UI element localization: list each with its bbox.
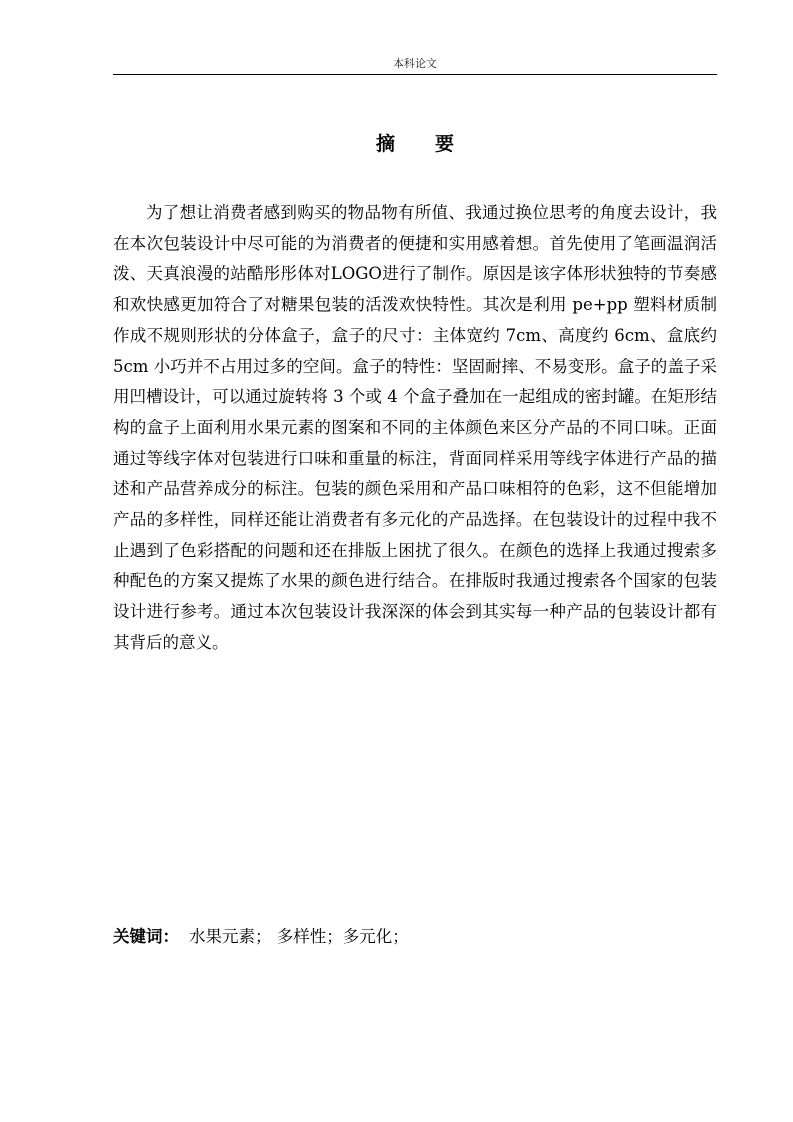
abstract-body: 为了想让消费者感到购买的物品物有所值、我通过换位思考的角度去设计，我在本次包装设计中尽可能的为消费者的便捷和实用感着想。首先使用了笔画温润活泼、天真浪漫的站酷彤彤体对LOGO进行了制作。原因是该字体形状独特的节奏感和欢快感更加符合了对糖果包装的活泼欢快特性。其次是利用 pe+pp 塑料材质制作成不规则形状的分体盒子，盒子的尺寸：主体宽约 7cm、高度约 6cm、盒底约 5cm 小巧并不占用过多的空间。盒子的特性：坚固耐摔、不易变形。盒子的盖子采用凹槽设计，可以通过旋转将 3 个或 4 个盒子叠加在一起组成的密封罐。在矩形结构的盒子上面利用水果元素的图案和不同的主体颜色来区分产品的不同口味。正面通过等线字体对包装进行口味和重量的标注，背面同样采用等线字体进行产品的描述和产品营养成分的标注。包装的颜色采用和产品口味相符的色彩，这不但能增加产品的多样性，同样还能让消费者有多元化的产品选择。在包装设计的过程中我不止遇到了色彩搭配的问题和还在排版上困扰了很久。在颜色的选择上我通过搜索多种配色的方案又提炼了水果的颜色进行结合。在排版时我通过搜索各个国家的包装设计进行参考。通过本次包装设计我深深的体会到其实每一种产品的包装设计都有其背后的意义。 (113, 203, 717, 652)
abstract-title: 摘要 (375, 133, 494, 155)
keywords-values: 水果元素； 多样性；多元化； (189, 927, 409, 946)
keywords-line (113, 926, 717, 948)
header-rule (113, 74, 717, 75)
running-header: 本科论文 (393, 57, 437, 70)
keywords-label: 关键词： (113, 927, 179, 946)
